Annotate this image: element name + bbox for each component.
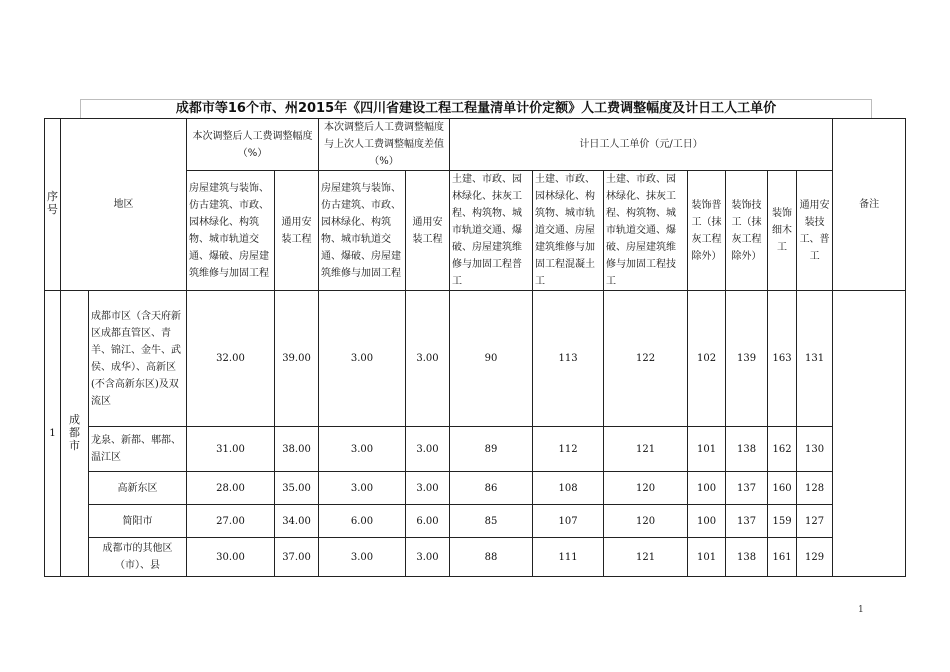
district-cell: 龙泉、新都、郫都、温江区 xyxy=(89,427,187,472)
district-cell: 成都市区（含天府新区成都直管区、青羊、锦江、金牛、武侯、成华）、高新区(不含高新东区)及双流区 xyxy=(89,291,187,427)
carpenter-cell: 161 xyxy=(768,538,797,577)
skilled-worker-cell: 121 xyxy=(604,427,688,472)
concrete-worker-header: 土建、市政、园林绿化、构筑物、城市轨道交通、房屋建筑维修与加固工程混凝土工 xyxy=(533,171,604,291)
deco-general-cell: 100 xyxy=(688,505,726,538)
adjust-install-cell: 35.00 xyxy=(275,472,319,505)
adjust-install-cell: 34.00 xyxy=(275,505,319,538)
general-worker-cell: 89 xyxy=(450,427,533,472)
concrete-worker-cell: 111 xyxy=(533,538,604,577)
diff-install-cell: 3.00 xyxy=(406,472,450,505)
deco-skilled-header: 装饰技工（抹灰工程除外） xyxy=(726,171,768,291)
district-cell: 成都市的其他区（市）、县 xyxy=(89,538,187,577)
deco-general-cell: 100 xyxy=(688,472,726,505)
diff-building-cell: 3.00 xyxy=(319,538,406,577)
skilled-worker-cell: 120 xyxy=(604,505,688,538)
price-table xyxy=(44,118,906,577)
install-worker-cell: 128 xyxy=(797,472,833,505)
general-worker-cell: 85 xyxy=(450,505,533,538)
adjust-building-header: 房屋建筑与装饰、仿古建筑、市政、园林绿化、构筑物、城市轨道交通、爆破、房屋建筑维修与加固工程 xyxy=(187,171,275,291)
district-cell: 简阳市 xyxy=(89,505,187,538)
adjust-group-header: 本次调整后人工费调整幅度（%） xyxy=(187,119,319,171)
carpenter-cell: 162 xyxy=(768,427,797,472)
diff-building-cell: 3.00 xyxy=(319,291,406,427)
table-row xyxy=(45,505,906,538)
adjust-building-cell: 31.00 xyxy=(187,427,275,472)
daily-wage-group-header: 计日工人工单价（元/工日） xyxy=(450,119,833,171)
skilled-worker-cell: 121 xyxy=(604,538,688,577)
table-row xyxy=(45,538,906,577)
deco-skilled-cell: 138 xyxy=(726,427,768,472)
table-title: 成都市等16个市、州2015年《四川省建设工程工程量清单计价定额》人工费调整幅度及计日工人工单价 xyxy=(80,99,872,118)
general-worker-cell: 90 xyxy=(450,291,533,427)
install-worker-cell: 130 xyxy=(797,427,833,472)
diff-install-cell: 3.00 xyxy=(406,427,450,472)
adjust-install-cell: 37.00 xyxy=(275,538,319,577)
table-row xyxy=(45,427,906,472)
carpenter-cell: 160 xyxy=(768,472,797,505)
deco-skilled-cell: 138 xyxy=(726,538,768,577)
adjust-building-cell: 30.00 xyxy=(187,538,275,577)
adjust-install-cell: 38.00 xyxy=(275,427,319,472)
deco-skilled-cell: 139 xyxy=(726,291,768,427)
district-cell: 高新东区 xyxy=(89,472,187,505)
adjust-install-cell: 39.00 xyxy=(275,291,319,427)
carpenter-cell: 163 xyxy=(768,291,797,427)
diff-install-header: 通用安装工程 xyxy=(406,171,450,291)
diff-install-cell: 3.00 xyxy=(406,538,450,577)
skilled-worker-cell: 122 xyxy=(604,291,688,427)
concrete-worker-cell: 113 xyxy=(533,291,604,427)
install-worker-cell: 127 xyxy=(797,505,833,538)
diff-building-cell: 3.00 xyxy=(319,472,406,505)
skilled-worker-header: 土建、市政、园林绿化、抹灰工程、构筑物、城市轨道交通、爆破、房屋建筑维修与加固工程技工 xyxy=(604,171,688,291)
diff-group-header: 本次调整后人工费调整幅度与上次人工费调整幅度差值（%） xyxy=(319,119,450,171)
install-worker-cell: 131 xyxy=(797,291,833,427)
deco-skilled-cell: 137 xyxy=(726,505,768,538)
page-number: 1 xyxy=(858,605,864,615)
remark-cell xyxy=(833,291,906,577)
skilled-worker-cell: 120 xyxy=(604,472,688,505)
deco-general-cell: 101 xyxy=(688,427,726,472)
seq-cell: 1 xyxy=(45,291,61,577)
deco-general-cell: 101 xyxy=(688,538,726,577)
adjust-building-cell: 27.00 xyxy=(187,505,275,538)
deco-general-header: 装饰普工（抹灰工程除外） xyxy=(688,171,726,291)
region-header: 地区 xyxy=(61,119,187,291)
diff-install-cell: 6.00 xyxy=(406,505,450,538)
table-row xyxy=(45,472,906,505)
table-row xyxy=(45,291,906,427)
diff-install-cell: 3.00 xyxy=(406,291,450,427)
remark-header: 备注 xyxy=(833,119,906,291)
seq-header: 序号 xyxy=(45,119,61,291)
general-worker-cell: 86 xyxy=(450,472,533,505)
concrete-worker-cell: 112 xyxy=(533,427,604,472)
diff-building-cell: 6.00 xyxy=(319,505,406,538)
adjust-building-cell: 28.00 xyxy=(187,472,275,505)
concrete-worker-cell: 108 xyxy=(533,472,604,505)
adjust-install-header: 通用安装工程 xyxy=(275,171,319,291)
header-row-1 xyxy=(45,119,906,171)
concrete-worker-cell: 107 xyxy=(533,505,604,538)
carpenter-cell: 159 xyxy=(768,505,797,538)
deco-general-cell: 102 xyxy=(688,291,726,427)
install-worker-cell: 129 xyxy=(797,538,833,577)
general-worker-header: 土建、市政、园林绿化、抹灰工程、构筑物、城市轨道交通、爆破、房屋建筑维修与加固工程普工 xyxy=(450,171,533,291)
diff-building-header: 房屋建筑与装饰、仿古建筑、市政、园林绿化、构筑物、城市轨道交通、爆破、房屋建筑维修与加固工程 xyxy=(319,171,406,291)
general-worker-cell: 88 xyxy=(450,538,533,577)
carpenter-header: 装饰细木工 xyxy=(768,171,797,291)
city-cell: 成都市 xyxy=(61,291,89,577)
diff-building-cell: 3.00 xyxy=(319,427,406,472)
deco-skilled-cell: 137 xyxy=(726,472,768,505)
adjust-building-cell: 32.00 xyxy=(187,291,275,427)
install-worker-header: 通用安装技工、普工 xyxy=(797,171,833,291)
